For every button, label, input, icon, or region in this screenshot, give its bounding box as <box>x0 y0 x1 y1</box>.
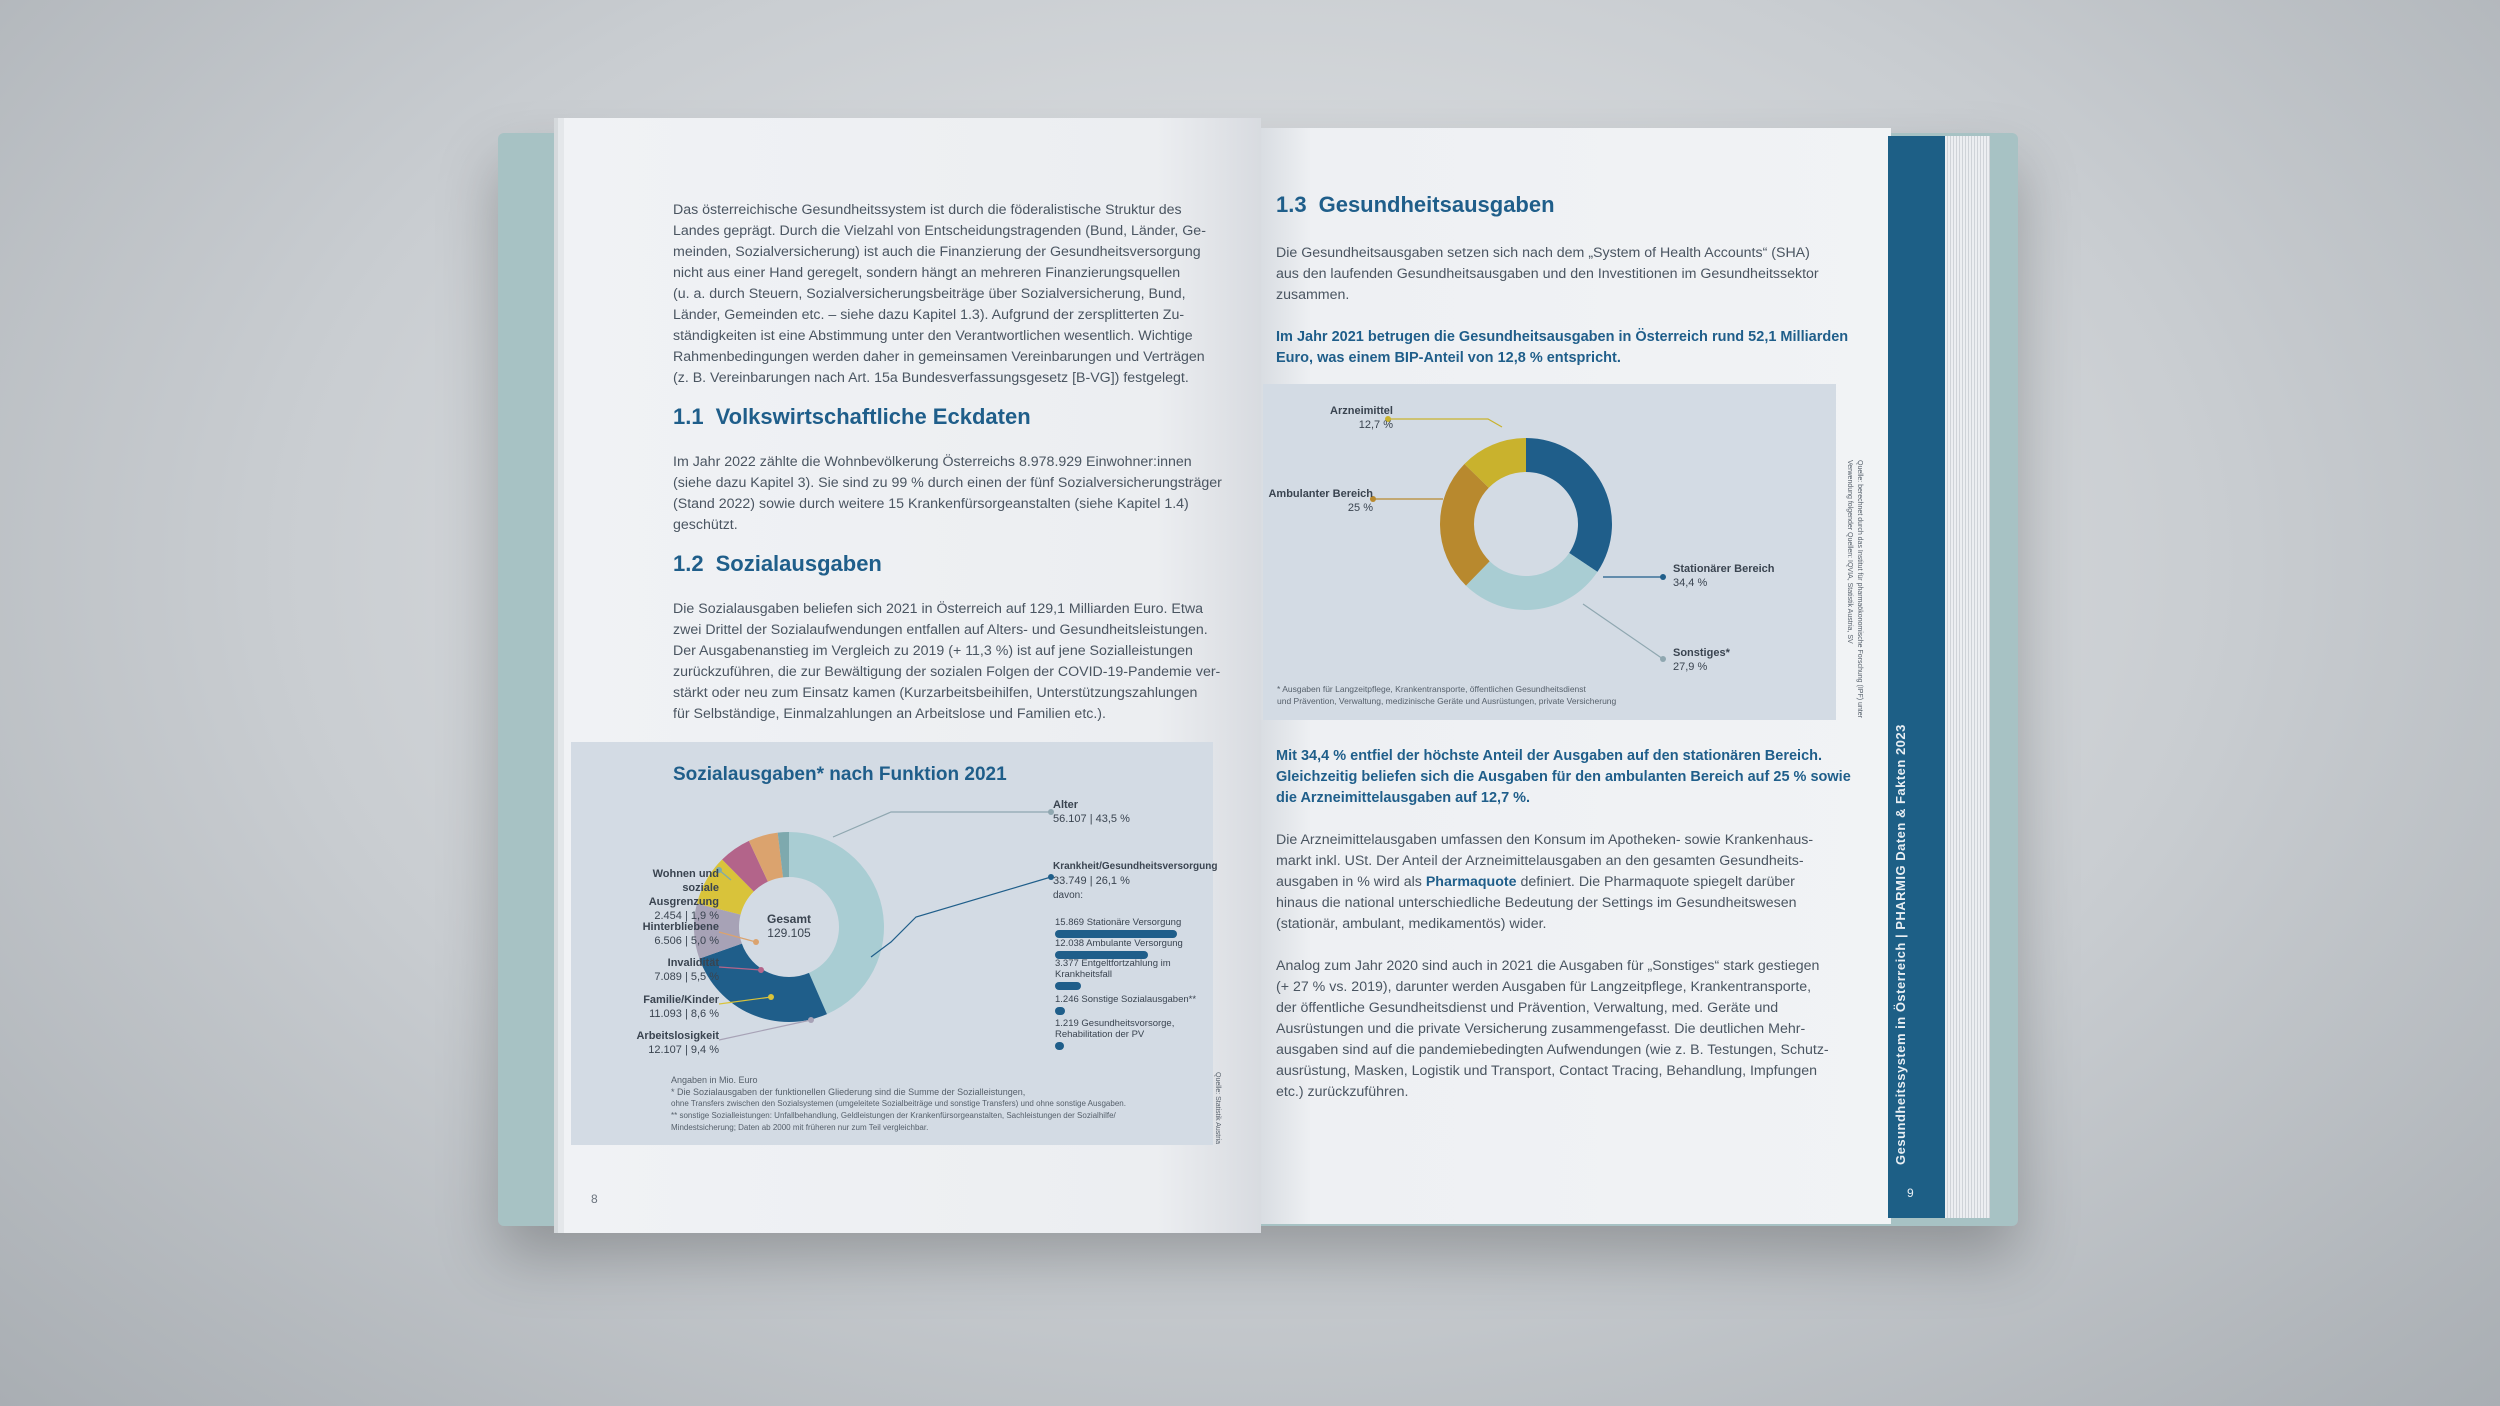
category-label: Hinterbliebene <box>642 921 719 933</box>
leader-line <box>1583 604 1663 659</box>
sub-breakdown-label: 1.246 Sonstige Sozialausgaben** <box>1055 994 1197 1005</box>
sub-breakdown-item <box>1055 917 1205 938</box>
heading-number: 1.2 <box>673 551 704 576</box>
donut-slice <box>1440 464 1490 586</box>
heading-title: Gesundheitsausgaben <box>1318 192 1555 217</box>
text-line: (z. B. Vereinbarungen nach Art. 15a Bundesverfassungsgesetz [B-VG]) festgelegt. <box>673 370 1189 386</box>
text-line: (siehe dazu Kapitel 3). Sie sind zu 99 % durch einen der fünf Sozialversicherungsträger <box>673 475 1222 491</box>
heading-1-3 <box>1276 192 1555 218</box>
highlight-statement-2 <box>1276 746 1876 809</box>
heading-title: Sozialausgaben <box>715 551 882 576</box>
text-line: Die Sozialausgaben beliefen sich 2021 in Österreich auf 129,1 Milliarden Euro. Etwa <box>673 601 1203 617</box>
category-label: Krankheit/Gesundheitsversorgung <box>1053 861 1218 872</box>
sub-breakdown-label: 3.377 Entgeltfortzahlung im Krankheitsfall <box>1055 958 1171 980</box>
value-label: 2.454 | 1,9 % <box>654 910 719 922</box>
text-line: geschützt. <box>673 517 738 533</box>
footnote: * Die Sozialausgaben der funktionellen Gliederung sind die Summe der Sozialleistungen, <box>671 1087 1026 1097</box>
chart-footnotes <box>1277 683 1837 707</box>
footnote: ohne Transfers zwischen den Sozialsystemen (umgeleitete Sozialbeiträge und sonstige Transfers) und ohne sonstige Ausgaben. <box>671 1099 1126 1108</box>
paragraph-1-3 <box>1276 243 1856 306</box>
label-sonstiges <box>1673 646 1730 674</box>
text-line: Die Arzneimittelausgaben umfassen den Konsum im Apotheken- sowie Krankenhaus- <box>1276 832 1814 848</box>
text-line: für Selbständige, Einmalzahlungen an Arbeitslose und Familien etc.). <box>673 706 1106 722</box>
value-label: 25 % <box>1347 502 1373 514</box>
value-label: 6.506 | 5,0 % <box>654 935 719 947</box>
paragraph-pharmaquote <box>1276 830 1876 935</box>
label-wohnen <box>619 867 719 923</box>
footnote: und Prävention, Verwaltung, medizinische Geräte und Ausrüstungen, private Versicherung <box>1277 696 1617 706</box>
page-edges <box>1945 136 1990 1218</box>
text-line: Im Jahr 2021 betrugen die Gesundheitsausgaben in Österreich rund 52,1 Milliarden <box>1276 329 1849 345</box>
value-label: 33.749 | 26,1 % <box>1053 875 1130 887</box>
text-line: Mit 34,4 % entfiel der höchste Anteil der Ausgaben auf den stationären Bereich. <box>1276 748 1823 764</box>
text-line: der öffentliche Gesundheitsdienst und Prävention, Verwaltung, med. Geräte und <box>1276 1000 1779 1016</box>
leader-dot <box>808 1017 814 1023</box>
sub-breakdown-label: 12.038 Ambulante Versorgung <box>1055 938 1183 949</box>
label-hinterbliebene <box>619 920 719 948</box>
text-line: zusammen. <box>1276 287 1350 303</box>
text-line: (u. a. durch Steuern, Sozialversicherungsbeiträge über Sozialversicherung, Bund, <box>673 286 1186 302</box>
text-line: etc.) zurückzuführen. <box>1276 1084 1409 1100</box>
footnote: Mindestsicherung; Daten ab 2000 mit früheren nur zum Teil vergleichbar. <box>671 1123 929 1132</box>
text-line: (stationär, ambulant, medikamentös) wider. <box>1276 916 1547 932</box>
intro-paragraph <box>673 200 1233 389</box>
paragraph-1-1 <box>673 452 1233 536</box>
text-line: Euro, was einem BIP-Anteil von 12,8 % entspricht. <box>1276 350 1621 366</box>
sub-breakdown-label: 15.869 Stationäre Versorgung <box>1055 917 1182 928</box>
heading-number: 1.3 <box>1276 192 1307 217</box>
leader-dot <box>768 994 774 1000</box>
sub-label: davon: <box>1053 890 1084 901</box>
pharmaquote-term: Pharmaquote <box>1425 874 1517 890</box>
text-line: Das österreichische Gesundheitssystem ist durch die föderalistische Struktur des <box>673 202 1182 218</box>
value-label: 27,9 % <box>1673 661 1708 673</box>
value-label: 11.093 | 8,6 % <box>649 1008 719 1020</box>
highlight-statement-1 <box>1276 327 1856 369</box>
text-line: zwei Drittel der Sozialaufwendungen entfallen auf Alters- und Gesundheitsleistungen. <box>673 622 1208 638</box>
text-line: Ausrüstungen und die private Versicherung zusammengefasst. Die deutlichen Mehr- <box>1276 1021 1806 1037</box>
text-line: aus den laufenden Gesundheitsausgaben und den Investitionen im Gesundheitssektor <box>1276 266 1819 282</box>
label-arzneimittel <box>1293 404 1393 432</box>
sub-breakdown-bar <box>1055 1007 1065 1015</box>
value-label: 12.107 | 9,4 % <box>648 1044 719 1056</box>
leader-line <box>833 812 1051 837</box>
heading-1-1 <box>673 404 1031 430</box>
sub-breakdown-item <box>1055 994 1205 1015</box>
category-label: Sonstiges* <box>1673 647 1730 659</box>
chart-source: Quelle: Statistik Austria <box>1214 1072 1221 1144</box>
page-number-right: 9 <box>1907 1186 1914 1200</box>
text-line: Analog zum Jahr 2020 sind auch in 2021 die Ausgaben für „Sonstiges“ stark gestiegen <box>1276 958 1820 974</box>
footnote: ** sonstige Sozialleistungen: Unfallbehandlung, Geldleistungen der Krankenfürsorgeanstalten, Sachleistungen der Sozialhilfe/ <box>671 1111 1116 1120</box>
leader-dot <box>1660 656 1666 662</box>
page-number-left: 8 <box>591 1192 598 1206</box>
label-stationaer <box>1673 562 1774 590</box>
value-label: 12,7 % <box>1358 419 1393 431</box>
sozialausgaben-chart <box>571 742 1221 1145</box>
running-head: Gesundheitssystem in Österreich | PHARMIG Daten & Fakten 2023 <box>1893 724 1908 1165</box>
text-line: Landes geprägt. Durch die Vielzahl von Entscheidungstragenden (Bund, Länder, Ge- <box>673 223 1206 239</box>
text-span: ausgaben in % wird als <box>1276 874 1426 890</box>
gesundheitsausgaben-donut <box>1263 384 1836 720</box>
text-line: stärkt oder neu zum Einsatz kamen (Kurzarbeitsbeihilfen, Unterstützungszahlungen <box>673 685 1198 701</box>
value-label: 56.107 | 43,5 % <box>1053 813 1130 825</box>
sub-breakdown-item <box>1055 1018 1205 1050</box>
text-line: ausgaben sind auf die pandemiebedingten Aufwendungen (wie z. B. Testungen, Schutz- <box>1276 1042 1829 1058</box>
category-label: Invalidität <box>667 957 719 969</box>
text-line: Der Ausgabenanstieg im Vergleich zu 2019 (+ 11,3 %) ist auf jene Sozialleistungen <box>673 643 1193 659</box>
text-line: Gleichzeitig beliefen sich die Ausgaben für den ambulanten Bereich auf 25 % sowie <box>1276 769 1851 785</box>
label-alter <box>1053 798 1130 826</box>
text-line: Im Jahr 2022 zählte die Wohnbevölkerung Österreichs 8.978.929 Einwohner:innen <box>673 454 1192 470</box>
leader-line <box>1388 419 1502 427</box>
paragraph-1-2 <box>673 599 1233 725</box>
text-line: (Stand 2022) sowie durch weitere 15 Krankenfürsorgeanstalten (siehe Kapitel 1.4) <box>673 496 1189 512</box>
text-line: Die Gesundheitsausgaben setzen sich nach dem „System of Health Accounts“ (SHA) <box>1276 245 1810 261</box>
leader-dot <box>758 967 764 973</box>
sub-breakdown-bar <box>1055 930 1177 938</box>
label-invaliditaet <box>619 956 719 984</box>
label-familie <box>619 993 719 1021</box>
sub-breakdown-item <box>1055 938 1205 959</box>
sub-breakdown-label: 1.219 Gesundheitsvorsorge, Rehabilitation der PV <box>1055 1018 1175 1040</box>
label-krankheit <box>1053 859 1218 903</box>
center-value: 129.105 <box>767 926 811 940</box>
chart-source: Quelle: berechnet durch das Institut für pharmaökonomische Forschung (IPF) unter Verwendung folgender Quellen: IQVIA, Statistik Austria, SV <box>1846 460 1863 718</box>
sub-breakdown-item <box>1055 958 1205 990</box>
leader-line <box>871 877 1051 957</box>
sub-breakdown-bar <box>1055 982 1081 990</box>
heading-title: Volkswirtschaftliche Eckdaten <box>715 404 1031 429</box>
category-label: Ambulanter Bereich <box>1268 488 1373 500</box>
donut-center <box>749 912 829 940</box>
category-label: Alter <box>1053 799 1079 811</box>
category-label: Arbeitslosigkeit <box>636 1030 719 1042</box>
text-line: meinden, Sozialversicherung) ist auch die Finanzierung der Gesundheitsversorgung <box>673 244 1201 260</box>
value-label: 34,4 % <box>1673 577 1708 589</box>
category-label: Familie/Kinder <box>643 994 719 1006</box>
gesundheitsausgaben-chart <box>1263 384 1836 720</box>
paragraph-sonstiges <box>1276 956 1876 1103</box>
category-label: Stationärer Bereich <box>1673 563 1775 575</box>
leader-line <box>719 1020 811 1040</box>
text-line: ausrüstung, Masken, Logistik und Transport, Contact Tracing, Behandlung, Impfungen <box>1276 1063 1818 1079</box>
label-ambulant <box>1263 487 1373 515</box>
chart-title: Sozialausgaben* nach Funktion 2021 <box>673 764 1007 785</box>
value-label: 7.089 | 5,5 % <box>654 971 719 983</box>
category-label: Arzneimittel <box>1330 405 1393 417</box>
footnote: * Ausgaben für Langzeitpflege, Krankentransporte, öffentlichen Gesundheitsdienst <box>1277 684 1586 694</box>
heading-1-2 <box>673 551 882 577</box>
footnote: Angaben in Mio. Euro <box>671 1075 758 1085</box>
text-line: markt inkl. USt. Der Anteil der Arzneimittelausgaben an den gesamten Gesundheits- <box>1276 853 1804 869</box>
label-arbeitslosigkeit <box>619 1029 719 1057</box>
text-line: die Arzneimittelausgaben auf 12,7 %. <box>1276 790 1531 806</box>
donut-slice <box>1526 438 1612 572</box>
leader-dot <box>1660 574 1666 580</box>
text-line: nicht aus einer Hand geregelt, sondern hängt an mehreren Finanzierungsquellen <box>673 265 1181 281</box>
heading-number: 1.1 <box>673 404 704 429</box>
text-line: Rahmenbedingungen werden daher in gemeinsamen Vereinbarungen und Verträgen <box>673 349 1205 365</box>
text-line: ständigkeiten ist eine Abstimmung unter den Verantwortlichen wesentlich. Wichtige <box>673 328 1193 344</box>
text-line: hinaus die national unterschiedliche Bedeutung der Settings im Gesundheitswesen <box>1276 895 1797 911</box>
chart-footnotes <box>671 1074 1191 1134</box>
text-line: (+ 27 % vs. 2019), darunter werden Ausgaben für Langzeitpflege, Krankentransporte, <box>1276 979 1812 995</box>
center-label: Gesamt <box>766 912 812 926</box>
category-label: Wohnen und soziale Ausgrenzung <box>648 868 719 908</box>
text-line: zurückzuführen, die zur Bewältigung der sozialen Folgen der COVID-19-Pandemie ver- <box>673 664 1221 680</box>
text-line: Länder, Gemeinden etc. – siehe dazu Kapitel 1.3). Aufgrund der zersplitterten Zu- <box>673 307 1185 323</box>
sub-breakdown-bar <box>1055 1042 1064 1050</box>
text-line <box>1276 872 1876 893</box>
text-span: definiert. Die Pharmaquote spiegelt darüber <box>1516 874 1795 890</box>
